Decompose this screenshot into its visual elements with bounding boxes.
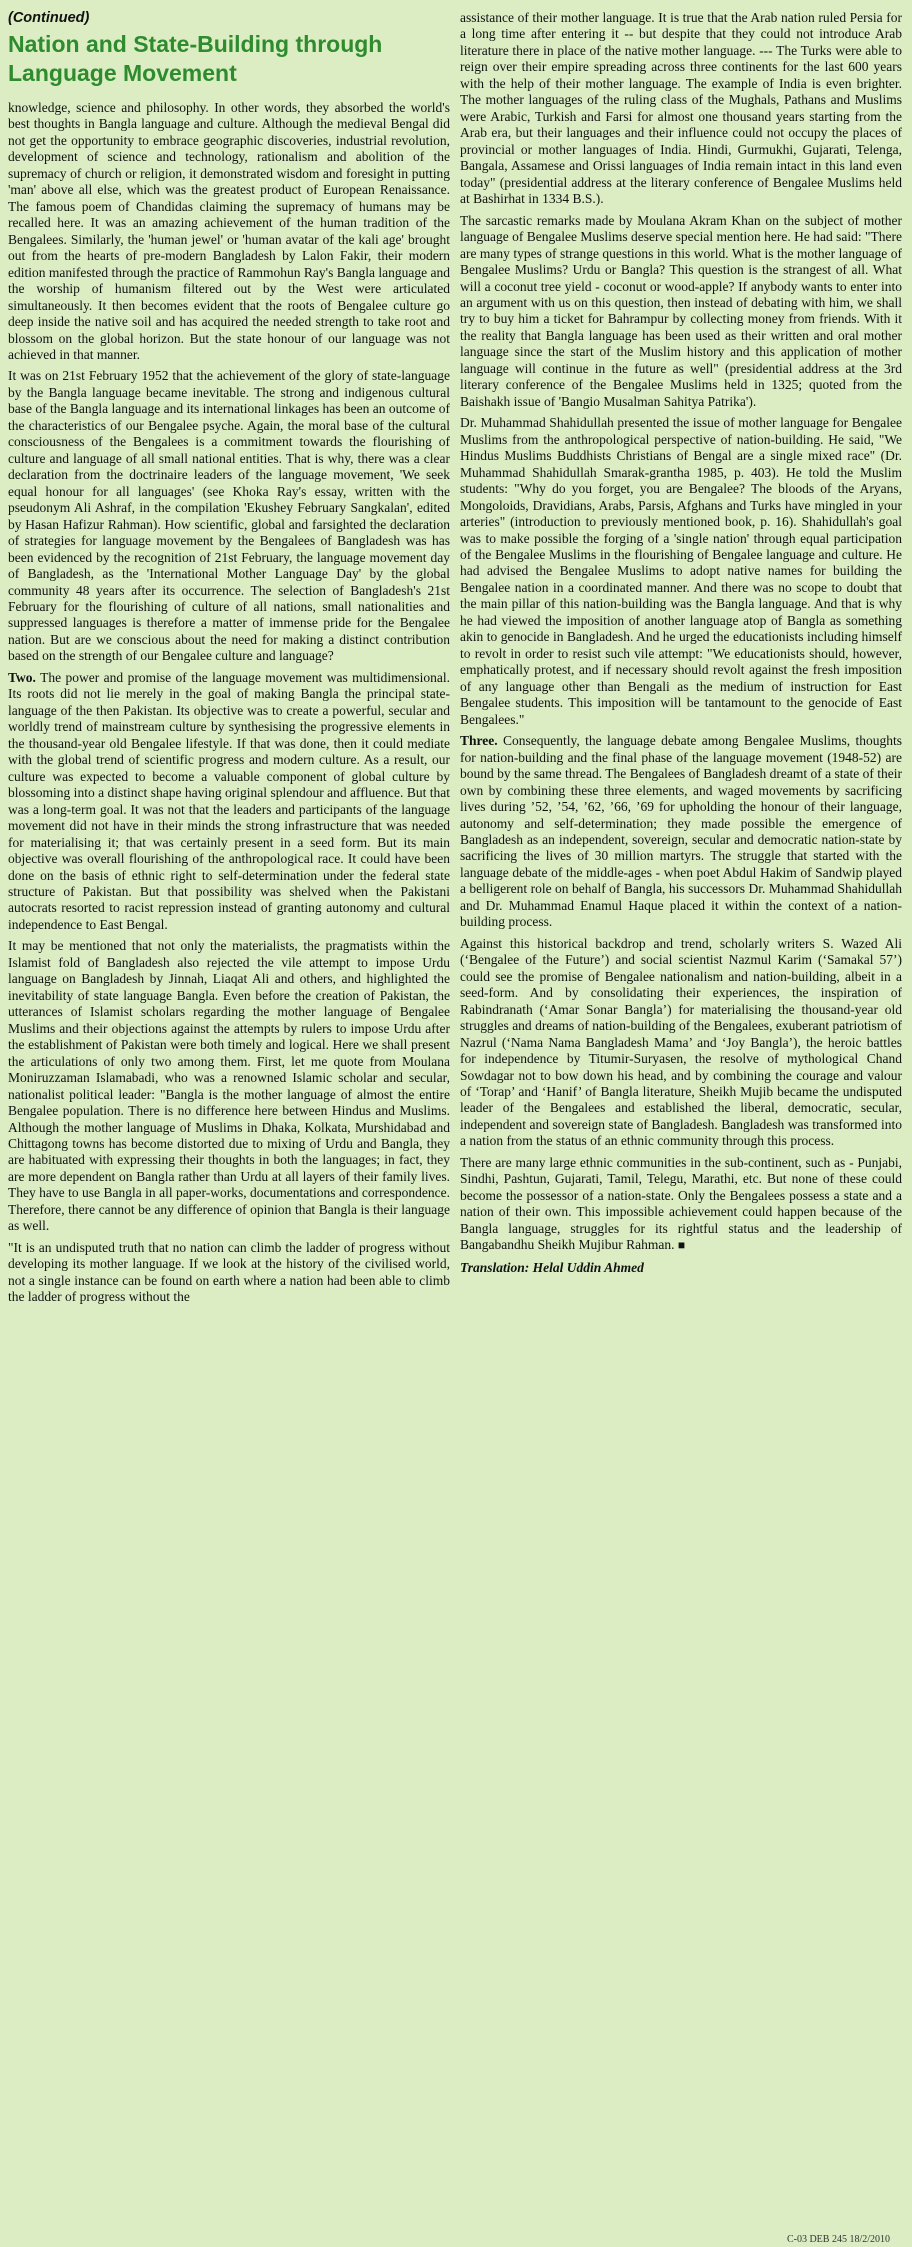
- paragraph: [460, 10, 902, 208]
- paragraph: [8, 1240, 450, 1306]
- section-lead: Three.: [460, 733, 498, 749]
- paragraph-text: "It is an undisputed truth that no nation can climb the ladder of progress without developing its mother language. If we look at the history of the civilised world, not a single instance can be found on earth where a nation had been able to climb the ladder of progress without the: [8, 1239, 450, 1305]
- paragraph-text: Consequently, the language debate among Bengalee Muslims, thoughts for nation-building and the final phase of the language movement (1948-52) are bound by the same thread. The Bengalees of Bangladesh dreamt of a state of their own by combining these three elements, and waged movements by sacrificing lives during ’52, ’54, ’62, ’66, ’69 for upholding the honour of their language, autonomy and self-determination; they made possible the emergence of Bangladesh as an independent, sovereign, secular and democratic nation-state by sacrificing the lives of 30 million martyrs. The struggle that started with the language debate of the middle-ages - when poet Abdul Hakim of Sandwip played a belligerent role on behalf of Bangla, his successors Dr. Muhammad Shahidullah and Dr. Muhammad Enamul Haque placed it within the context of a nation-building process.: [460, 733, 902, 930]
- paragraph-text: The power and promise of the language movement was multidimensional. Its roots did not lie merely in the goal of making Bangla the principal state-language of the then Pakistan. Its objective was to create a powerful, secular and worldly trend of mainstream culture by synthesising the progressive elements in the thousand-year old Bengalee lifestyle. If that was done, then it could mediate with the global trend of scientific progress and modern culture. As a result, our culture was expected to become a valuable component of global culture by blossoming into a distinct shape having original splendour and affluence. But that was a long-term goal. It was not that the leaders and participants of the language movement did not have in their minds the strong infrastructure that was needed for materialising it; that was certainly present in a seed form. But its main objective was overall flourishing of the anthropological race. It could have been done on the basis of ethnic right to self-determination under the federal state structure of Pakistan. But that possibility was shelved when the Pakistani autocrats resorted to racist repression instead of granting autonomy and cultural independence to East Bengal.: [8, 669, 450, 932]
- paragraph: [8, 938, 450, 1234]
- paragraph-text: knowledge, science and philosophy. In other words, they absorbed the world's best thoughts in Bangla language and culture. Although the medieval Bengal did not get the opportunity to embrace geographic discoveries, industrial revolution, development of science and technology, rationalism and abolition of the supremacy of church or religion, it demonstrated wisdom and foresight in putting 'man' above all else, which was the greatest product of European Renaissance. The famous poem of Chandidas claiming the supremacy of humans may be recalled here. It was an amazing achievement of the human tradition of the Bengalees. Similarly, the 'human jewel' or 'human avatar of the kali age' brought out from the hearts of pre-modern Bangladesh by Lalon Fakir, their modern edition manifested through the practice of Rammohun Ray's Bangla language and the worship of humanism filtered out by the West were articulated simultaneously. It then becomes evident that the roots of Bengalee culture go deep inside the native soil and has acquired the needed strength to take root and blossom on the global horizon. But the state honour of our language was not achieved in that manner.: [8, 99, 450, 362]
- paragraph: [8, 670, 450, 934]
- paragraph: [460, 936, 902, 1150]
- paragraph-text: There are many large ethnic communities in the sub-continent, such as - Punjabi, Sindhi, Pashtun, Gujarati, Tamil, Telegu, Marathi, etc. But none of these could become the possessor of a nation-state. Only the Bengalees possess a state and a nation of their own. This impossible achievement could happen because of the Bangla language, struggles for its rightful status and the leadership of Bangabandhu Sheikh Mujibur Rahman.: [460, 1154, 902, 1253]
- paragraph: [460, 213, 902, 411]
- section-lead: Two.: [8, 669, 36, 685]
- paragraph-text: Against this historical backdrop and trend, scholarly writers S. Wazed Ali (‘Bengalee of the Future’) and social scientist Nazmul Karim (‘Samakal 57’) could see the promise of Bengalee nationalism and nation-building, albeit in a seed-form. And by consolidating their experiences, the inspiration of Rabindranath (‘Amar Sonar Bangla’) for materialising the thousand-year old struggles and dreams of nation-building of the Bengalees, exuberant patriotism of Nazrul (‘Nama Nama Bangladesh Mama’ and ‘Joy Bangla’), the heroic battles for independence by Titumir-Suryasen, the resolve of mythological Chand Sowdagar not to bow down his head, and by combining the courage and valour of ‘Torap’ and ‘Hanif’ of Bangla literature, Sheikh Mujib became the undisputed leader of the Bengalees and established the liberal, democratic, secular, independent and sovereign state of Bangladesh. Bangladesh was transformed into a nation from the status of an ethnic community through this process.: [460, 935, 902, 1149]
- paragraph: [8, 368, 450, 664]
- end-mark-icon: ■: [677, 1238, 686, 1253]
- continued-label: (Continued): [8, 10, 90, 26]
- paragraph-text: It was on 21st February 1952 that the achievement of the glory of state-language by the Bangla language became inevitable. The strong and indigenous cultural base of the Bangla language and its international linkages has been an outcome of the characteristics of our Bengalee psyche. Again, the moral base of the cultural consciousness of the Bengalees is a commitment towards the flourishing of culture and language of all small national entities. That is why, there was a clear declaration from the doctrinaire leaders of the language movement, 'We seek equal honour for all languages' (see Khoka Ray's essay, written with the pseudonym Ali Ashraf, in the compilation 'Ekushey February Sangkalan', edited by Hasan Hafizur Rahman). How scientific, global and farsighted the declaration of strategies for language movement by the Bengalees of Bangladesh was has been evidenced by the recognition of 21st February, the language movement day of Bangladesh, as the 'International Mother Language Day' by the global community 48 years after its occurrence. The selection of Bangladesh's 21st February for the flourishing of culture of all nations, small nationalities and suppressed languages is therefore a matter of immense pride for the Bengalee nation. But are we conscious about the need for making a distinct contribution based on the strength of our Bengalee culture and language?: [8, 368, 450, 664]
- paragraph: [460, 733, 902, 931]
- paragraph: [8, 100, 450, 364]
- paragraph-text: assistance of their mother language. It is true that the Arab nation ruled Persia for a long time after entering it -- but despite that they could not introduce Arab literature there in place of the native mother language. --- The Turks were able to reign over their empire spreading across three continents for the last 600 years with the help of their mother language. The example of India is even brighter. The mother languages of the ruling class of the Mughals, Pathans and Muslims were Arabic, Turkish and Farsi for almost one thousand years starting from the Arab era, but their languages and their influence could not occupy the places of provincial or mother languages of India. Hindi, Gurmukhi, Gujarati, Telenga, Bangala, Assamese and Orissi languages of India remain intact in this land even today" (presidential address at the literary conference of Bengalee Muslims held at Bashirhat in 1334 B.S.).: [460, 10, 902, 207]
- paragraph-text: The sarcastic remarks made by Moulana Akram Khan on the subject of mother language of Bengalee Muslims deserve special mention here. He had said: "There are many types of strange questions in this world. What is the mother language of Bengalee Muslims? Urdu or Bangla? This question is the strangest of all. What will a coconut tree yield - coconut or wood-apple? If anybody wants to enter into an argument with us on this question, then instead of debating with him, we shall try to buy him a ticket for Bahrampur by collecting money from friends. With it the reality that Bangla language has been used as their written and oral mother language since the start of the Muslim history and this application of mother language will continue in the future as well" (presidential address at the 3rd literary conference of the Bengalee Muslims held in 1325; quoted from the Baishakh issue of 'Bangio Musalman Sahitya Patrika').: [460, 212, 902, 409]
- left-column: [8, 10, 450, 2247]
- right-column: [460, 10, 902, 2247]
- paragraph-text: It may be mentioned that not only the materialists, the pragmatists within the Islamist fold of Bangladesh also rejected the vile attempt to impose Urdu language on Bangladesh by Jinnah, Liaqat Ali and others, and highlighted the inevitability of state language Bangla. Even before the creation of Pakistan, the utterances of Islamist scholars regarding the mother language of Bengalee Muslims and their objections against the attempts by rulers to impose Urdu after the establishment of Pakistan were both timely and logical. Here we shall present the articulations of only two among them. First, let me quote from Moulana Moniruzzaman Islamabadi, who was a renowned Islamic scholar and secular, nationalist political leader: "Bangla is the mother language of almost the entire Bengalee population. There is no difference here between Hindus and Muslims. Although the mother language of Muslims in Dhaka, Kolkata, Murshidabad and Chittagong towns has become distorted due to mixing of Urdu and Bangla, they are habituated with expressing their thoughts in both the languages; in fact, they are more dependent on Bangla rather than Urdu at all layers of their family lives. They have to use Bangla in all paper-works, documentations and correspondence. Therefore, there cannot be any difference of opinion that Bangla is their language as well.: [8, 938, 450, 1234]
- paragraph-text: Dr. Muhammad Shahidullah presented the issue of mother language for Bengalee Muslims from the anthropological perspective of nation-building. He said, "We Hindus Muslims Buddhists Christians of Bengal are a single mixed race" (Dr. Muhammad Shahidullah Smarak-grantha 1985, p. 403). He told the Muslim students: "Why do you forget, you are Bengalee? The bloods of the Aryans, Mongoloids, Dravidians, Arabs, Parsis, Afghans and Turks have mingled in your arteries" (introduction to previously mentioned book, p. 16). Shahidullah's goal was to make possible the forging of a 'single nation' through equal participation of the Bengalee Muslims in the flourishing of Bengalee language and culture. He had advised the Bengalee Muslims to adopt native names for building the Bengalee nation in a coordinated manner. And there was no scope to doubt that the main pillar of this nation-building was the Bangla language. And that is why he had viewed the imposition of another language atop of Bangla as something akin to genocide in Bangladesh. And he urged the educationists including himself to revolt in order to resist such vile attempt: "We educationists should, however, emphatically protest, and if necessary should revolt against the fresh imposition of any language other than Bengali as the medium of instruction for East Bengalee students. This imposition will be tantamount to the genocide of East Bengalees.": [460, 415, 902, 727]
- page-footer: C-03 DEB 245 18/2/2010: [786, 2234, 890, 2245]
- translation-credit: Translation: Helal Uddin Ahmed: [460, 1259, 644, 1275]
- paragraph: [460, 1155, 902, 1254]
- paragraph: [460, 415, 902, 728]
- article-title: Nation and State-Building through Language Movement: [8, 31, 383, 86]
